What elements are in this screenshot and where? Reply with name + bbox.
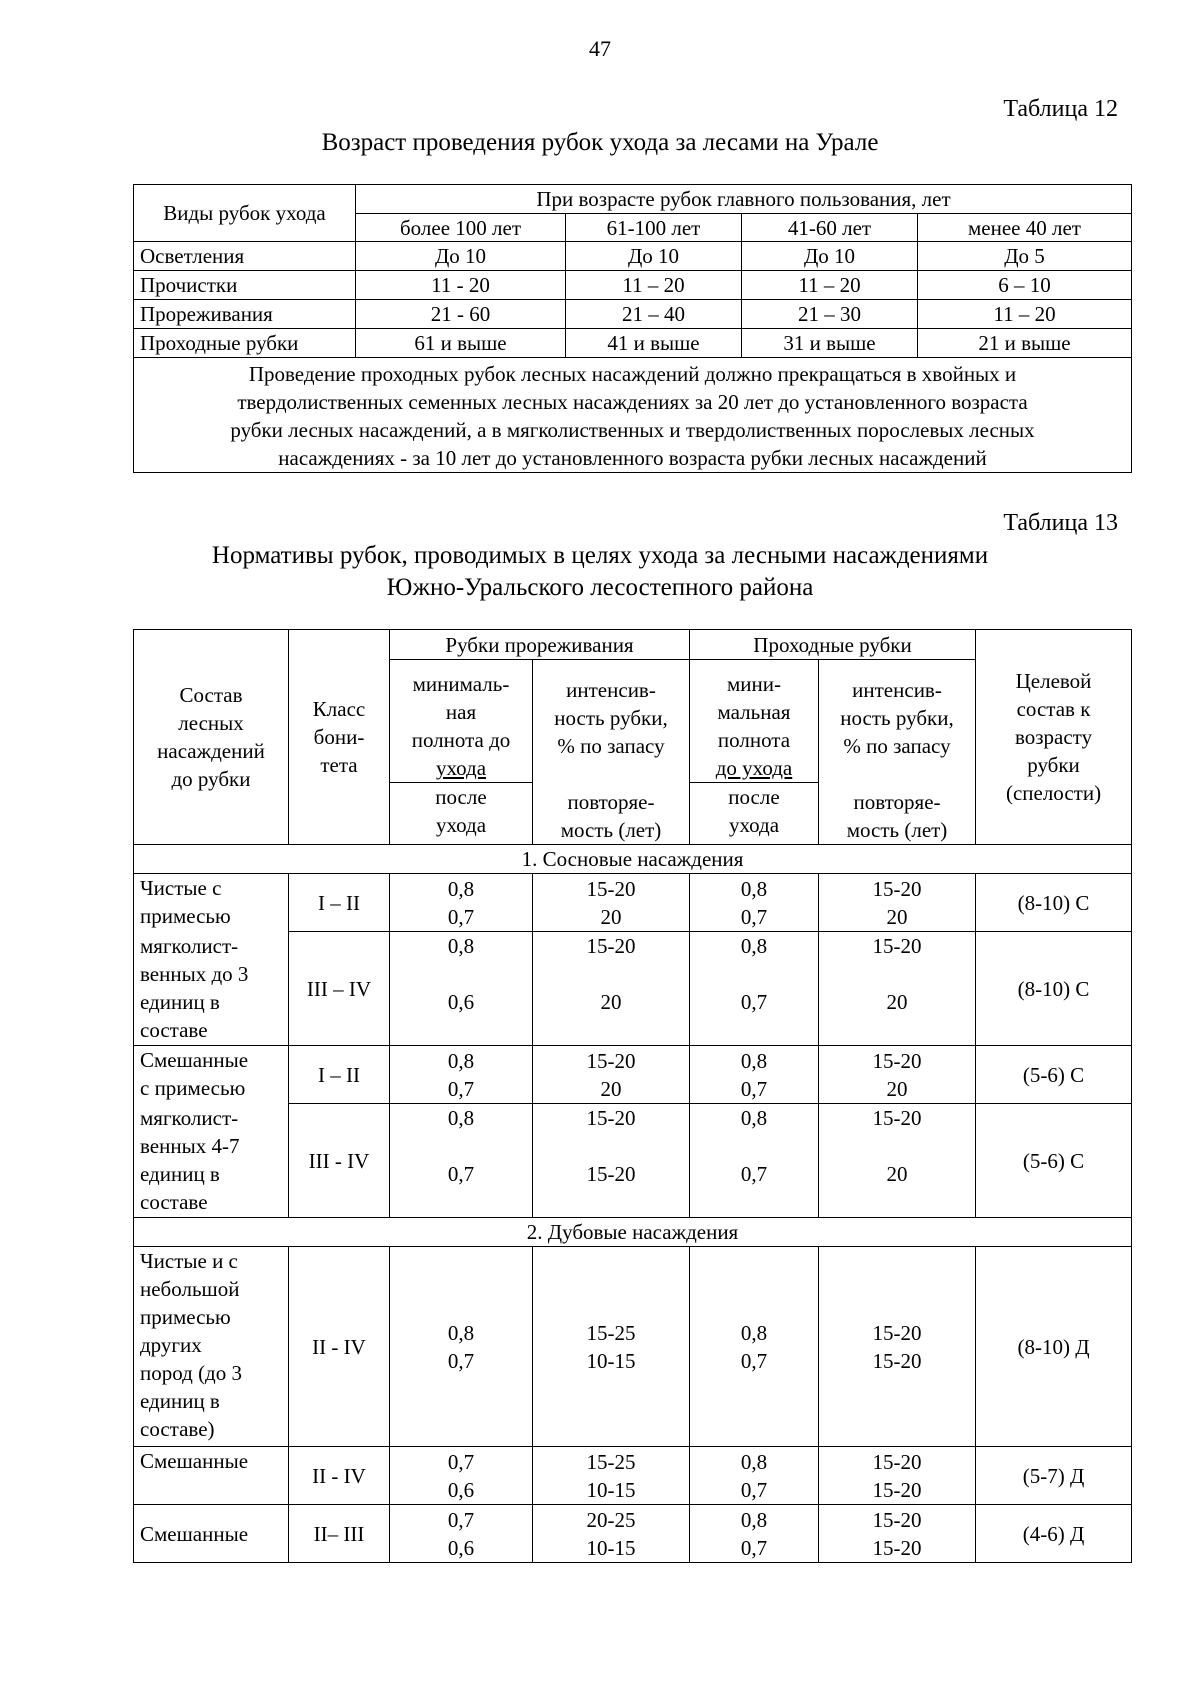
cell-value: 15-20 <box>872 1477 922 1502</box>
cell-value: 15-20 <box>586 934 636 958</box>
t13-bonitet: II - IV <box>289 1247 390 1447</box>
header-line: после <box>435 784 487 809</box>
comp-line: с примесью <box>140 1076 246 1100</box>
comp-line: других <box>140 1333 202 1357</box>
t13-header-intensity-a <box>533 660 690 845</box>
comp-line: Смешанные <box>140 1048 249 1072</box>
cell-value: 0,7 <box>740 1162 768 1186</box>
t12-cell: 21 – 30 <box>742 300 918 329</box>
t13-cell <box>819 1247 976 1447</box>
header-line: Класс <box>312 697 366 721</box>
cell-value: 0,7 <box>740 990 768 1014</box>
t13-cell <box>819 932 976 1046</box>
t12-cell: 11 – 20 <box>918 300 1132 329</box>
header-line: насаждений <box>157 739 265 763</box>
comp-line: Смешанные <box>140 1521 249 1546</box>
t13-row <box>134 932 1132 1046</box>
header-line: ная <box>445 699 477 724</box>
cell-value: 10-15 <box>586 1477 636 1502</box>
cell-value: 10-15 <box>586 1348 636 1373</box>
t13-target: (8-10) С <box>976 874 1132 932</box>
header-line: до ухода <box>715 755 793 780</box>
t12-row <box>134 242 1132 271</box>
table13 <box>133 629 1132 1563</box>
table12 <box>133 184 1132 473</box>
cell-value: 20 <box>600 990 622 1014</box>
t12-cell: 11 - 20 <box>356 271 566 300</box>
table12-label: Таблица 12 <box>1003 96 1118 122</box>
t12-cell: 31 и выше <box>742 329 918 358</box>
t13-header-passage: Проходные рубки <box>690 630 976 660</box>
t13-cell <box>819 874 976 932</box>
t13-target: (8-10) С <box>976 932 1132 1046</box>
t13-composition <box>134 874 289 932</box>
cell-value: 0,7 <box>447 1449 475 1474</box>
page-number: 47 <box>589 36 611 61</box>
t13-cell <box>690 1505 819 1563</box>
cell-value: 20 <box>600 904 622 929</box>
t13-header-bonitet <box>289 630 390 845</box>
comp-line: мягколист- <box>140 933 239 958</box>
cell-value: 15-20 <box>872 1348 922 1373</box>
table12-title: Возраст проведения рубок ухода за лесами на Урале <box>321 129 879 156</box>
t13-row <box>134 1505 1132 1563</box>
note-line: твердолиственных семенных лесных насаждениях за 20 лет до установленного возраста <box>237 390 1028 414</box>
cell-value: 20 <box>886 990 908 1014</box>
cell-value: 0,6 <box>447 1477 475 1502</box>
t13-cell <box>690 1104 819 1218</box>
comp-line: составе <box>140 1189 208 1214</box>
cell-value: 0,8 <box>740 934 768 958</box>
t13-bonitet: III - IV <box>289 1104 390 1218</box>
t13-header-intensity-b <box>819 660 976 845</box>
t13-header-target <box>976 630 1132 845</box>
header-line: ухода <box>435 812 487 837</box>
cell-value: 0,8 <box>740 1106 768 1130</box>
comp-line: небольшой <box>140 1277 240 1301</box>
cell-value: 20 <box>600 1076 622 1101</box>
t13-cell <box>533 1046 690 1104</box>
comp-line: единиц в <box>140 1161 220 1186</box>
header-line: ность рубки, <box>840 706 954 730</box>
t13-cell <box>390 1104 533 1218</box>
t12-col-header: менее 40 лет <box>918 214 1132 242</box>
cell-value: 20 <box>886 1162 908 1186</box>
cell-value: 0,7 <box>447 1076 475 1101</box>
header-line: повторяе- <box>567 790 655 814</box>
t12-col-header: более 100 лет <box>356 214 566 242</box>
comp-line: составе <box>140 1017 208 1042</box>
t12-col-header: 61-100 лет <box>566 214 742 242</box>
t13-cell <box>390 874 533 932</box>
cell-value: 0,7 <box>740 1535 768 1560</box>
cell-value: 0,7 <box>447 1162 475 1186</box>
t13-cell <box>819 1104 976 1218</box>
cell-value: 20-25 <box>586 1507 636 1532</box>
header-line: интенсив- <box>852 678 942 702</box>
t13-header-composition <box>134 630 289 845</box>
t13-cell <box>390 1505 533 1563</box>
cell-value: 15-25 <box>586 1320 636 1345</box>
cell-value: 15-20 <box>872 1449 922 1474</box>
t13-composition <box>134 1247 289 1447</box>
cell-value: 0,8 <box>447 1106 475 1130</box>
note-line: насаждениях - за 10 лет до установленного возраста рубки лесных насаждений <box>278 446 987 470</box>
t12-cell: 41 и выше <box>566 329 742 358</box>
t12-cell: 6 – 10 <box>918 271 1132 300</box>
t13-row <box>134 1046 1132 1104</box>
t13-target: (4-6) Д <box>976 1505 1132 1563</box>
t13-header-min-density-b <box>690 660 819 783</box>
header-line: после <box>728 784 780 809</box>
t13-header-after-b <box>690 782 819 844</box>
cell-value: 10-15 <box>586 1535 636 1560</box>
cell-value: 0,7 <box>447 904 475 929</box>
t13-cell <box>819 1046 976 1104</box>
t12-cell: До 10 <box>566 242 742 271</box>
t13-header-thinning: Рубки прореживания <box>390 630 690 660</box>
t13-target: (5-7) Д <box>976 1447 1132 1505</box>
header-line: тета <box>320 753 358 777</box>
cell-value: 0,7 <box>447 1507 475 1532</box>
cell-value: 0,8 <box>740 1507 768 1532</box>
header-line: полнота <box>717 727 791 752</box>
header-line: мальная <box>717 699 791 724</box>
cell-value: 15-20 <box>872 1535 922 1560</box>
t13-header-after-a <box>390 782 533 844</box>
cell-value: 15-20 <box>586 1162 636 1186</box>
table13-title-line: Нормативы рубок, проводимых в целях ухода за лесными насаждениями <box>211 542 989 569</box>
cell-value: 15-20 <box>872 1507 922 1532</box>
cell-value: 0,8 <box>447 1320 475 1345</box>
t13-cell <box>533 1247 690 1447</box>
t12-row-header: Виды рубок ухода <box>134 185 356 242</box>
header-line: полнота до <box>411 727 511 752</box>
cell-value: 15-20 <box>586 1106 636 1130</box>
t12-cell: 61 и выше <box>356 329 566 358</box>
t12-note-row <box>134 358 1132 473</box>
t13-row <box>134 1104 1132 1218</box>
cell-value: 15-20 <box>872 1106 922 1130</box>
cell-value: 0,8 <box>447 876 475 901</box>
header-line: мини- <box>727 671 781 696</box>
t12-cell: 21 и выше <box>918 329 1132 358</box>
comp-line: единиц в <box>140 1389 220 1413</box>
header-line: состав к <box>1016 697 1091 721</box>
cell-value: 15-20 <box>586 1048 636 1073</box>
cell-value: 0,6 <box>447 990 475 1014</box>
t12-group-header: При возрасте рубок главного пользования, лет <box>356 185 1132 214</box>
t13-composition <box>134 1505 289 1563</box>
header-line: (спелости) <box>1005 781 1102 805</box>
t12-row <box>134 271 1132 300</box>
t13-cell <box>690 1247 819 1447</box>
cell-value: 15-20 <box>872 934 922 958</box>
note-line: рубки лесных насаждений, а в мягколиственных и твердолиственных порослевых лесных <box>230 418 1035 442</box>
note-line: Проведение проходных рубок лесных насаждений должно прекращаться в хвойных и <box>248 362 1017 386</box>
t12-col-header: 41-60 лет <box>742 214 918 242</box>
t13-composition <box>134 1046 289 1104</box>
cell-value: 0,8 <box>447 1048 475 1073</box>
header-line: ухода <box>728 812 780 837</box>
t12-cell: До 10 <box>742 242 918 271</box>
t12-row-name: Проходные рубки <box>134 329 356 358</box>
cell-value: 15-20 <box>872 1048 922 1073</box>
t13-cell <box>690 932 819 1046</box>
cell-value: 0,8 <box>740 1449 768 1474</box>
t13-target: (5-6) С <box>976 1104 1132 1218</box>
comp-line: единиц в <box>140 989 220 1014</box>
t13-cell <box>819 1447 976 1505</box>
header-line: рубки <box>1027 753 1080 777</box>
cell-value: 20 <box>886 1076 908 1101</box>
t13-cell <box>690 1046 819 1104</box>
t13-row <box>134 1247 1132 1447</box>
cell-value: 0,7 <box>447 1348 475 1373</box>
t12-row <box>134 300 1132 329</box>
header-line: до рубки <box>171 767 251 791</box>
t13-row <box>134 874 1132 932</box>
t13-cell <box>819 1505 976 1563</box>
comp-line: пород (до 3 <box>140 1361 242 1385</box>
comp-line: Чистые с <box>140 876 222 900</box>
table13-label: Таблица 13 <box>1003 510 1118 536</box>
t13-bonitet: II– III <box>289 1505 390 1563</box>
t13-row <box>134 1447 1132 1505</box>
t13-cell <box>533 1447 690 1505</box>
t12-row-name: Осветления <box>134 242 356 271</box>
cell-value: 0,8 <box>740 1048 768 1073</box>
cell-value: 0,8 <box>740 1320 768 1345</box>
t13-bonitet: III – IV <box>289 932 390 1046</box>
t12-cell: 11 – 20 <box>566 271 742 300</box>
cell-value: 0,8 <box>740 876 768 901</box>
header-line: возрасту <box>1014 725 1093 749</box>
t12-cell: До 5 <box>918 242 1132 271</box>
t12-cell: 11 – 20 <box>742 271 918 300</box>
t13-section-pine: 1. Сосновые насаждения <box>134 845 1132 874</box>
t12-row <box>134 329 1132 358</box>
header-line: % по запасу <box>843 734 951 758</box>
t13-target: (5-6) С <box>976 1046 1132 1104</box>
t13-bonitet: I – II <box>289 1046 390 1104</box>
t13-target: (8-10) Д <box>976 1247 1132 1447</box>
t13-bonitet: II - IV <box>289 1447 390 1505</box>
header-line: % по запасу <box>557 734 665 758</box>
t12-cell: 21 - 60 <box>356 300 566 329</box>
comp-line: примесью <box>140 904 231 928</box>
t13-cell <box>690 1447 819 1505</box>
t13-cell <box>533 874 690 932</box>
t12-row-name: Прочистки <box>134 271 356 300</box>
cell-value: 0,7 <box>740 1076 768 1101</box>
comp-line: Чистые и с <box>140 1249 238 1273</box>
cell-value: 15-20 <box>872 876 922 901</box>
t13-cell <box>390 932 533 1046</box>
table13-title-line: Южно-Уральского лесостепного района <box>386 574 814 601</box>
comp-line: мягколист- <box>140 1105 239 1130</box>
cell-value: 15-20 <box>586 876 636 901</box>
t13-composition <box>134 932 289 1046</box>
t13-cell <box>690 874 819 932</box>
cell-value: 0,6 <box>447 1535 475 1560</box>
t13-header-min-density-a <box>390 660 533 783</box>
header-line: интенсив- <box>566 678 656 702</box>
comp-line: венных 4-7 <box>140 1133 240 1158</box>
t13-cell <box>533 1505 690 1563</box>
cell-value: 20 <box>886 904 908 929</box>
header-line: минималь- <box>412 671 510 696</box>
t13-cell <box>533 932 690 1046</box>
cell-value: 0,7 <box>740 1348 768 1373</box>
header-line: повторяе- <box>853 790 941 814</box>
t13-cell <box>533 1104 690 1218</box>
table13-title <box>0 540 1200 604</box>
comp-line: составе) <box>140 1417 215 1441</box>
t13-section-oak: 2. Дубовые насаждения <box>134 1218 1132 1247</box>
cell-value: 0,7 <box>740 904 768 929</box>
t12-cell: До 10 <box>356 242 566 271</box>
cell-value: 15-20 <box>872 1320 922 1345</box>
t13-cell <box>390 1247 533 1447</box>
header-line: ность рубки, <box>554 706 668 730</box>
header-line: бони- <box>313 725 365 749</box>
t12-cell: 21 – 40 <box>566 300 742 329</box>
header-line: мость (лет) <box>846 818 948 842</box>
cell-value: 15-25 <box>586 1449 636 1474</box>
cell-value: 0,7 <box>740 1477 768 1502</box>
header-line: Состав <box>179 683 243 707</box>
t13-composition <box>134 1447 289 1505</box>
t13-composition <box>134 1104 289 1218</box>
t12-row-name: Прореживания <box>134 300 356 329</box>
comp-line: примесью <box>140 1305 231 1329</box>
header-line: Целевой <box>1015 669 1092 693</box>
t13-bonitet: I – II <box>289 874 390 932</box>
cell-value: 0,8 <box>447 934 475 958</box>
comp-line: Смешанные <box>140 1449 249 1473</box>
t13-cell <box>390 1447 533 1505</box>
header-line: ухода <box>435 755 487 780</box>
comp-line: венных до 3 <box>140 961 249 986</box>
t13-cell <box>390 1046 533 1104</box>
header-line: мость (лет) <box>560 818 662 842</box>
t12-note <box>134 358 1132 473</box>
header-line: лесных <box>178 711 244 735</box>
